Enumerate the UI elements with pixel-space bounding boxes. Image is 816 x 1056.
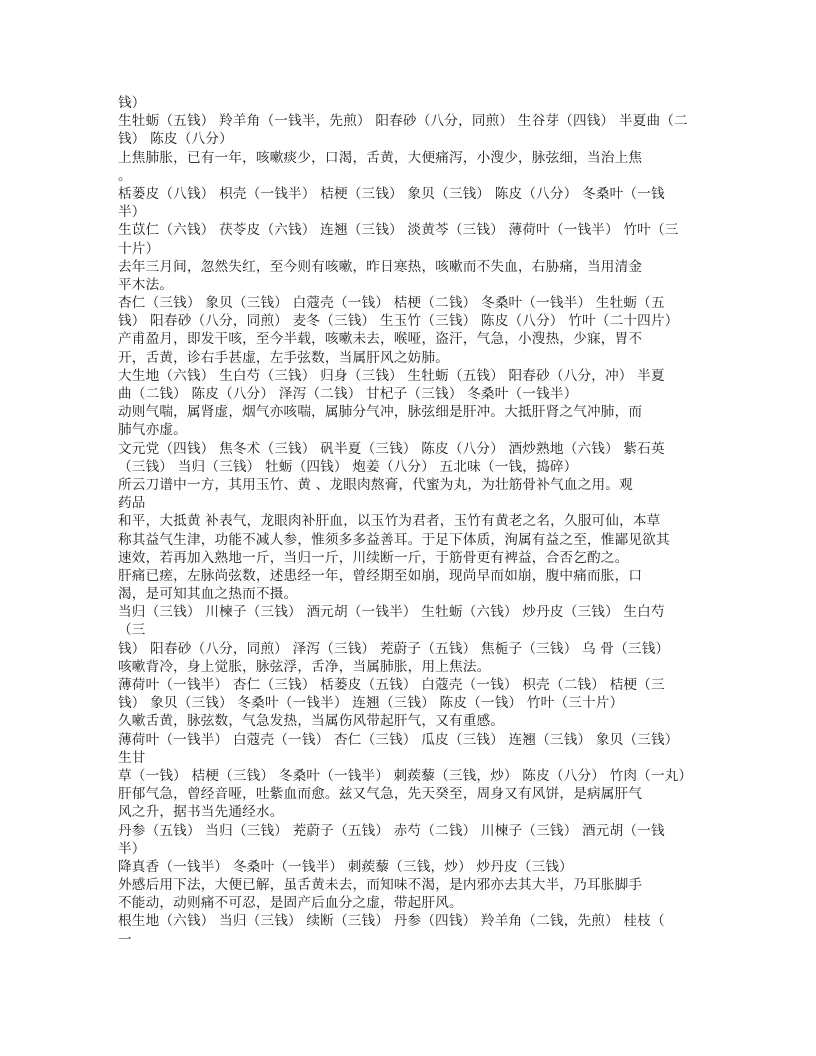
text-line: 动则气喘，属肾虚，烟气亦咳喘，属肺分气冲，脉弦细是肝冲。大抵肝肾之气冲肺，而 [118,404,643,421]
text-line: 钱） 阳春砂（八分，同煎） 泽泻（三钱） 茺蔚子（五钱） 焦栀子（三钱） 乌 骨（三钱） [118,640,670,657]
text-line: 久嗽舌黄，脉弦数，气急发热，当属伤风带起肝气，又有重感。 [118,713,505,730]
text-line: 草（一钱） 桔梗（三钱） 冬桑叶（一钱半） 刺蒺藜（三钱，炒） 陈皮（八分） 竹肉（一丸） [118,767,693,784]
text-line: 肝痛已瘥，左脉尚弦数，述患经一年，曾经期至如崩，现尚早而如崩，腹中痛而胀，口 [118,567,643,584]
text-line: 产甫盈月，即发干咳，至今半载，咳嗽未去，喉哑，盗汗，气急，小溲热，少寐，胃不 [118,331,643,348]
text-line: 薄荷叶（一钱半） 杏仁（三钱） 栝蒌皮（五钱） 白蔻壳（一钱） 枳壳（二钱） 桔梗（三 [118,677,665,693]
text-line: 薄荷叶（一钱半） 白蔻壳（一钱） 杏仁（三钱） 瓜皮（三钱） 连翘（三钱） 象贝（三钱） [118,731,679,748]
text-line: 钱） 陈皮（八分） [118,131,233,148]
text-line: 杏仁（三钱） 象贝（三钱） 白蔻壳（一钱） 桔梗（二钱） 冬桑叶（一钱半） 生牡蛎（五 [118,295,665,312]
text-line: 文元党（四钱） 焦冬术（三钱） 矾半夏（三钱） 陈皮（八分） 酒炒熟地（六钱） 紫石英 [118,440,665,457]
text-line: 和平，大抵黄 补表气，龙眼肉补肝血，以玉竹为君者，玉竹有黄老之名，久服可仙，本草 [118,513,661,530]
text-line: 降真香（一钱半） 冬桑叶（一钱半） 刺蒺藜（三钱，炒） 炒丹皮（三钱） [118,858,573,875]
text-line: 肝郁气急，曾经音哑，吐紫血而愈。兹又气急，先天癸至，周身又有风饼，是病属肝气 [118,786,643,803]
text-line: （三 [118,622,146,639]
text-line: 不能动，动则痛不可忍，是固产后血分之虚，带起肝风。 [118,895,463,912]
text-line: 渴，是可知其血之热而不摄。 [118,586,298,603]
document-page [118,94,718,949]
text-line: 当归（三钱） 川楝子（三钱） 酒元胡（一钱半） 生牡蛎（六钱） 炒丹皮（三钱） 生白芍 [118,604,665,621]
text-line: 十片） [118,240,160,257]
text-line: 外感后用下法，大便已解，虽舌黄未去，而知味不渴，是内邪亦去其大半，乃耳胀脚手 [118,877,643,894]
text-line: 。 [118,167,132,184]
text-line: 生牡蛎（五钱） 羚羊角（一钱半，先煎） 阳春砂（八分，同煎） 生谷芽（四钱） 半夏曲（二 [118,113,688,130]
text-line: 半） [118,204,146,221]
text-line: 生苡仁（六钱） 茯苓皮（六钱） 连翘（三钱） 淡黄芩（三钱） 薄荷叶（一钱半） 竹叶（三 [118,222,679,239]
text-line: 咳嗽背冷，身上觉胀，脉弦浮，舌净，当属肺胀，用上焦法。 [118,658,491,675]
text-line: 栝蒌皮（八钱） 枳壳（一钱半） 桔梗（三钱） 象贝（三钱） 陈皮（八分） 冬桑叶（一钱 [118,185,665,202]
text-line: 去年三月间，忽然失红，至今则有咳嗽，昨日寒热，咳嗽而不失血，右胁痛，当用清金 [118,258,643,275]
text-line: 平木法。 [118,276,174,293]
text-line: （三钱） 当归（三钱） 牡蛎（四钱） 炮姜（八分） 五北味（一钱，捣碎） [118,458,578,475]
text-line: 所云刀谱中一方，其用玉竹、黄 、龙眼肉熬膏，代蜜为丸，为壮筋骨补气血之用。观 [118,476,633,493]
text-line: 根生地（六钱） 当归（三钱） 续断（三钱） 丹参（四钱） 羚羊角（二钱，先煎） 桂枝（ [118,913,665,930]
text-line: 生甘 [118,749,146,766]
text-line: 丹参（五钱） 当归（三钱） 茺蔚子（五钱） 赤芍（二钱） 川楝子（三钱） 酒元胡（一钱 [118,822,665,839]
text-line: 一 [118,931,132,948]
text-line: 速效，若再加入熟地一斤，当归一斤，川续断一斤，于筋骨更有裨益，合否乞酌之。 [118,549,629,566]
text-line: 钱） [118,95,146,111]
text-line: 曲（二钱） 陈皮（八分） 泽泻（二钱） 甘杞子（三钱） 冬桑叶（一钱半） [118,386,578,402]
text-line: 称其益气生津，功能不减人参，惟须多多益善耳。于足下体质，洵属有益之至，惟鄙见欲其 [118,531,670,548]
text-line: 肺气亦虚。 [118,422,187,439]
text-line: 钱） 阳春砂（八分，同煎） 麦冬（三钱） 生玉竹（三钱） 陈皮（八分） 竹叶（二十四片） [118,313,679,330]
text-line: 上焦肺胀，已有一年，咳嗽痰少，口渴，舌黄，大便痛泻，小溲少，脉弦细，当治上焦 [118,149,643,166]
text-line: 药品 [118,495,146,512]
text-line: 开，舌黄，诊右手甚虚，左手弦数，当属肝风之妨肺。 [118,349,450,366]
text-line: 大生地（六钱） 生白芍（三钱） 归身（三钱） 生牡蛎（五钱） 阳春砂（八分，冲） 半夏 [118,367,665,384]
text-line: 半） [118,840,146,857]
text-line: 钱） 象贝（三钱） 冬桑叶（一钱半） 连翘（三钱） 陈皮（一钱） 竹叶（三十片） [118,695,624,712]
text-line: 风之升，据书当先通经水。 [118,804,284,821]
